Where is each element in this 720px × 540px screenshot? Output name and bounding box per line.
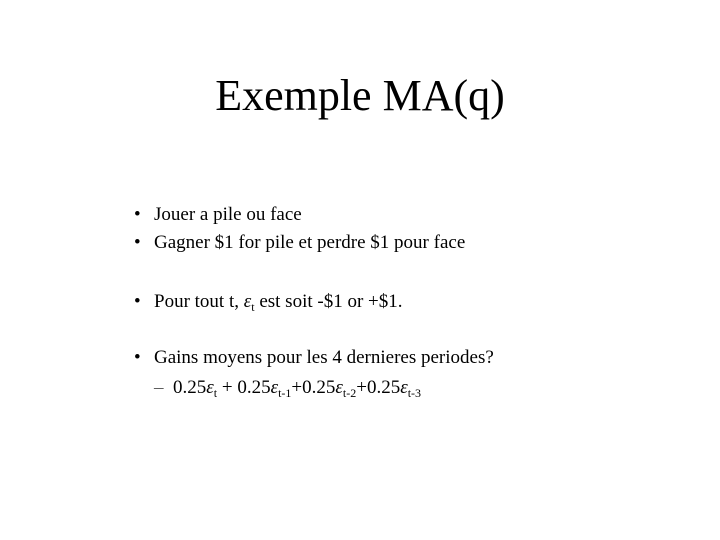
subscript: t-3: [407, 386, 422, 400]
bullet-marker: •: [134, 291, 141, 312]
bullet-marker: •: [134, 232, 141, 253]
operator: +: [291, 377, 303, 398]
bullet-text: Gains moyens pour les 4 dernieres periodes?: [154, 347, 494, 368]
bullet-marker: •: [134, 347, 141, 368]
operator: +: [217, 377, 238, 398]
coefficient: 0.25: [302, 377, 336, 398]
formula-term: [217, 377, 291, 398]
sub-bullet-formula: [154, 376, 421, 405]
slide-title: Exemple MA(q): [215, 71, 505, 120]
epsilon-symbol: ε: [335, 377, 343, 398]
subscript: t: [213, 386, 218, 400]
operator: +: [356, 377, 367, 398]
formula-term: [291, 377, 356, 398]
epsilon-symbol: ε: [206, 377, 214, 398]
subscript: t-2: [342, 386, 357, 400]
bullet-text-before: Pour tout t,: [154, 291, 244, 312]
formula-term: [356, 377, 421, 398]
bullet-item: [134, 203, 302, 227]
coefficient: 0.25: [366, 377, 401, 398]
bullet-text: Gagner $1 for pile et perdre $1 pour face: [154, 232, 466, 253]
bullet-item: [134, 231, 465, 255]
coefficient: 0.25: [173, 377, 207, 398]
formula-term: [173, 377, 217, 398]
epsilon-symbol: ε: [270, 377, 279, 398]
sub-bullet-marker: –: [154, 377, 164, 398]
bullet-item: [134, 290, 403, 319]
coefficient: 0.25: [237, 377, 271, 398]
epsilon-symbol: ε: [243, 291, 252, 312]
bullet-text: Jouer a pile ou face: [154, 204, 302, 225]
epsilon-symbol: ε: [400, 377, 408, 398]
subscript: t: [251, 300, 255, 314]
bullet-marker: •: [134, 204, 141, 225]
bullet-text-after: est soit -$1 or +$1.: [254, 291, 403, 312]
bullet-item: [134, 346, 494, 370]
subscript: t-1: [278, 386, 292, 400]
